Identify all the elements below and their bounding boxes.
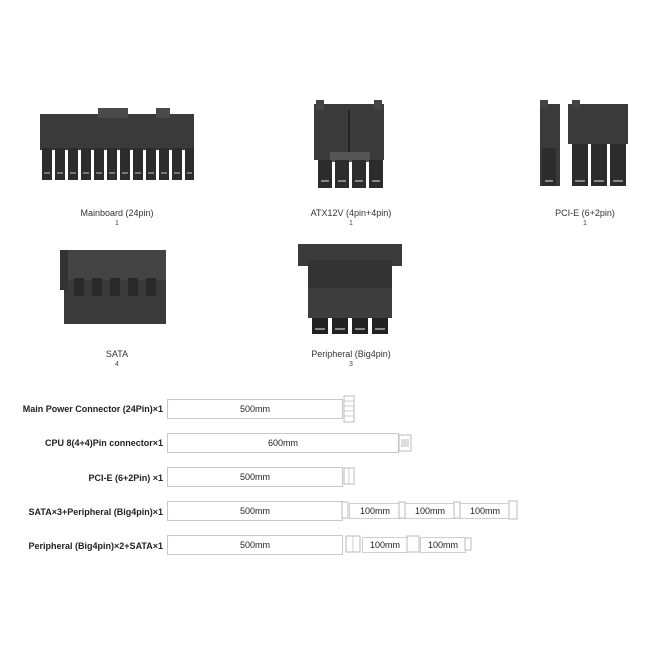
connector-name: ATX12V (4pin+4pin) xyxy=(310,208,392,218)
cable-segment xyxy=(420,537,466,553)
cable-label-peripheral-sata: Peripheral (Big4pin)×2+SATA×1 xyxy=(28,541,163,551)
connector-caption-peripheral xyxy=(281,348,421,369)
cable-label-sata-peripheral: SATA×3+Peripheral (Big4pin)×1 xyxy=(28,507,163,517)
cable-length: 500mm xyxy=(239,540,270,550)
cable-segment xyxy=(404,503,456,519)
cable-bar-peripheral-sata xyxy=(167,535,343,555)
cable-label-main-power: Main Power Connector (24Pin)×1 xyxy=(22,404,163,414)
cable-length: 600mm xyxy=(267,438,298,448)
cable-segment xyxy=(349,503,401,519)
connector-name: PCI-E (6+2pin) xyxy=(555,208,615,218)
plug-pcie-icon xyxy=(343,465,357,487)
connector-name: Peripheral (Big4pin) xyxy=(311,349,391,359)
connector-caption-pcie xyxy=(515,207,655,228)
sata-connector-image xyxy=(60,248,170,326)
connector-qty: 1 xyxy=(349,220,353,227)
cable-length: 500mm xyxy=(239,404,270,414)
connector-qty: 4 xyxy=(115,361,119,368)
segment-length: 100mm xyxy=(469,506,500,516)
segment-length: 100mm xyxy=(427,540,458,550)
mainboard-24pin-connector-image xyxy=(38,108,198,188)
plug-sata-icon xyxy=(453,501,461,519)
segment-length: 100mm xyxy=(369,540,400,550)
cable-bar-cpu xyxy=(167,433,399,453)
cable-bar-main-power xyxy=(167,399,343,419)
plug-peripheral-icon xyxy=(345,535,361,553)
plug-peripheral-icon xyxy=(508,500,518,520)
connector-qty: 1 xyxy=(115,220,119,227)
connector-name: SATA xyxy=(105,349,129,359)
connector-caption-sata xyxy=(47,348,187,369)
connector-qty: 3 xyxy=(349,361,353,368)
cable-bar-pcie xyxy=(167,467,343,487)
plug-sata-icon xyxy=(341,501,349,519)
connector-qty: 1 xyxy=(583,220,587,227)
plug-24pin-icon xyxy=(343,395,355,423)
connector-caption-atx12v xyxy=(281,207,421,228)
atx12v-connector-image xyxy=(308,100,388,190)
cable-label-pcie: PCI-E (6+2Pin) ×1 xyxy=(88,473,163,483)
connector-name: Mainboard (24pin) xyxy=(80,208,154,218)
segment-length: 100mm xyxy=(359,506,390,516)
plug-cpu-icon xyxy=(398,433,412,453)
cable-bar-sata-peripheral xyxy=(167,501,343,521)
plug-sata-icon xyxy=(398,501,406,519)
plug-peripheral-icon xyxy=(406,535,420,553)
cable-label-cpu: CPU 8(4+4)Pin connector×1 xyxy=(44,438,163,448)
cable-length: 500mm xyxy=(239,506,270,516)
cable-segment xyxy=(362,537,408,553)
peripheral-big4pin-connector-image xyxy=(296,240,406,338)
connector-caption-mainboard xyxy=(47,207,187,228)
pcie-connector-image xyxy=(538,100,633,190)
segment-length: 100mm xyxy=(414,506,445,516)
cable-segment xyxy=(459,503,511,519)
cable-length: 500mm xyxy=(239,472,270,482)
plug-sata-icon xyxy=(464,537,472,551)
